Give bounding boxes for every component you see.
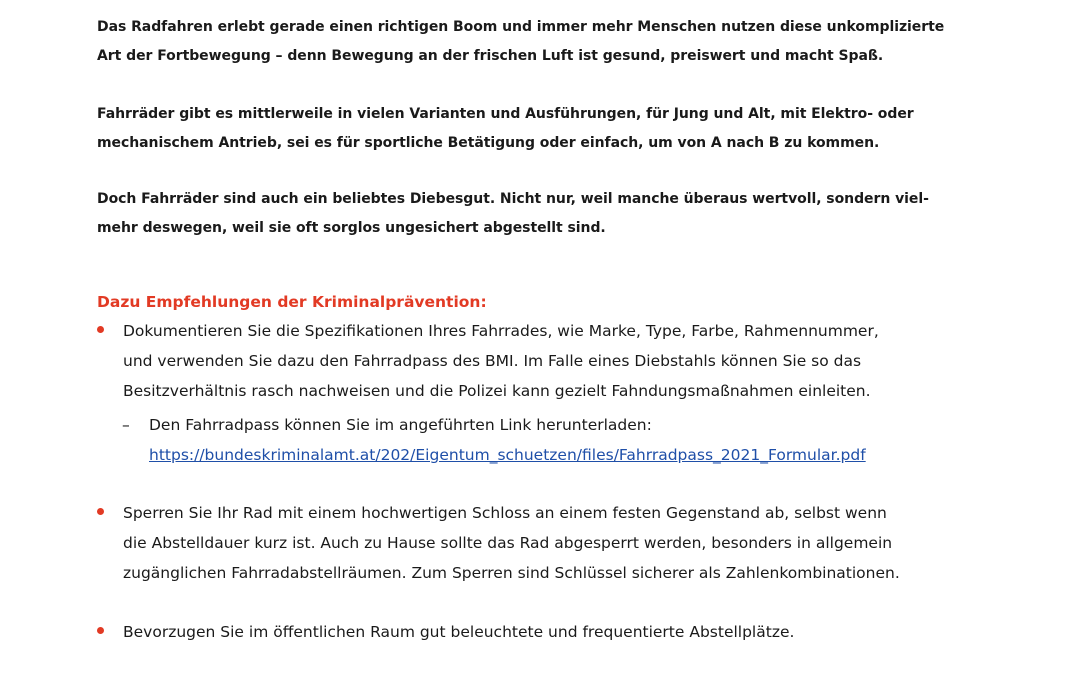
intro-paragraph-1: [97, 13, 997, 71]
list-item-text: [123, 316, 879, 406]
text-line: die Abstelldauer kurz ist. Auch zu Hause sollte das Rad abgesperrt werden, besonders in allgemein: [123, 534, 893, 552]
bullet-dot-icon: [97, 627, 104, 634]
list-item-text: [123, 498, 900, 588]
text-line: Art der Fortbewegung – denn Bewegung an der frischen Luft ist gesund, preiswert und macht Spaß.: [97, 48, 884, 64]
text-line: zugänglichen Fahrradabstellräumen. Zum Sperren sind Schlüssel sicherer als Zahlenkombinationen.: [123, 564, 900, 582]
text-line: mehr deswegen, weil sie oft sorglos ungesichert abgestellt sind.: [97, 220, 606, 236]
bullet-dot-icon: [97, 326, 104, 333]
text-line: Fahrräder gibt es mittlerweile in vielen Varianten und Ausführungen, für Jung und Alt, mit Elektro- oder: [97, 106, 914, 122]
text-line: Den Fahrradpass können Sie im angeführten Link herunterladen:: [149, 416, 652, 434]
sub-list-item-text: [149, 410, 866, 470]
bullet-dot-icon: [97, 508, 104, 515]
text-line: Besitzverhältnis rasch nachweisen und die Polizei kann gezielt Fahndungsmaßnahmen einleiten.: [123, 382, 871, 400]
fahrradpass-download-link[interactable]: https://bundeskriminalamt.at/202/Eigentum_schuetzen/files/Fahrradpass_2021_Formular.pdf: [149, 446, 866, 464]
text-line: und verwenden Sie dazu den Fahrradpass des BMI. Im Falle eines Diebstahls können Sie so das: [123, 352, 862, 370]
intro-paragraph-3: [97, 185, 997, 243]
link-line: [149, 440, 866, 470]
dash-marker: –: [122, 416, 130, 434]
intro-paragraph-2: [97, 100, 997, 158]
text-line: Das Radfahren erlebt gerade einen richtigen Boom und immer mehr Menschen nutzen diese unkomplizierte: [97, 19, 945, 35]
text-line: Doch Fahrräder sind auch ein beliebtes Diebesgut. Nicht nur, weil manche überaus wertvoll, sondern viel-: [97, 191, 929, 207]
text-line: Dokumentieren Sie die Spezifikationen Ihres Fahrrades, wie Marke, Type, Farbe, Rahmennummer,: [123, 322, 879, 340]
list-item-text: [123, 617, 794, 647]
recommendations-heading: Dazu Empfehlungen der Kriminalprävention:: [97, 293, 487, 311]
text-line: mechanischem Antrieb, sei es für sportliche Betätigung oder einfach, um von A nach B zu kommen.: [97, 135, 880, 151]
text-line: Bevorzugen Sie im öffentlichen Raum gut beleuchtete und frequentierte Abstellplätze.: [123, 623, 795, 641]
text-line: Sperren Sie Ihr Rad mit einem hochwertigen Schloss an einem festen Gegenstand ab, selbst wenn: [123, 504, 887, 522]
